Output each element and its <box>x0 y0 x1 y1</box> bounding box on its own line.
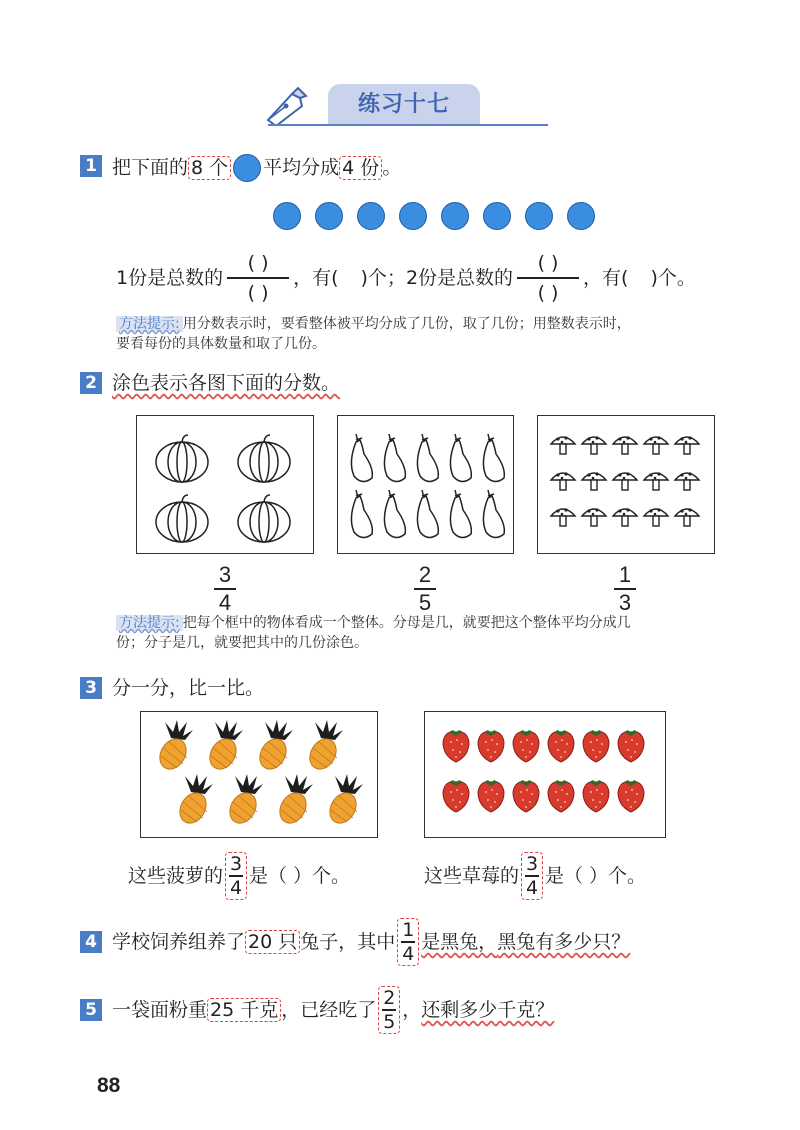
q5-text-a: 一袋面粉重 <box>112 999 208 1021</box>
q5-question: 还剩多少千克？ <box>421 999 555 1021</box>
q1-prompt <box>112 154 401 182</box>
numerator: 3 <box>218 562 232 587</box>
q1-text-a: 把下面的 <box>112 156 189 179</box>
eggplant-icon <box>417 434 438 482</box>
strawberry-icon <box>618 780 644 812</box>
mushroom-group <box>538 416 714 553</box>
q3-right-answer <box>424 852 646 900</box>
circle-icon <box>525 202 553 230</box>
blank-fraction-2[interactable] <box>517 250 579 306</box>
strawberry-icon <box>583 730 609 762</box>
numerator: 2 <box>418 562 432 587</box>
hint-text-2: 要看每份的具体数量和取了几份。 <box>116 336 326 352</box>
question-number-1: 1 <box>80 155 102 177</box>
q2-prompt: 涂色表示各图下面的分数。 <box>112 372 341 394</box>
circle-row <box>273 202 595 230</box>
strawberry-icon <box>513 780 539 812</box>
mushroom-row-3 <box>551 508 699 526</box>
eggplant-icon <box>384 434 405 482</box>
pineapple-frame[interactable] <box>140 711 378 838</box>
circle-icon <box>315 202 343 230</box>
pumpkin-icon <box>238 495 290 542</box>
q3-prompt: 分一分，比一比。 <box>112 677 265 699</box>
numerator: 1 <box>402 919 415 941</box>
eggplant-group <box>338 416 513 553</box>
strawberry-icon <box>618 730 644 762</box>
hint-tag: 方法提示: <box>116 615 183 631</box>
strawberry-icon <box>478 780 504 812</box>
circle-icon <box>399 202 427 230</box>
q1-line2-c: )个； <box>360 267 406 289</box>
blue-circle-icon <box>233 154 261 182</box>
q1-line2-f: )个。 <box>650 267 696 289</box>
hint-tag: 方法提示: <box>116 316 183 332</box>
q5-fraction <box>378 986 400 1034</box>
q3-left-answer <box>128 852 350 900</box>
mushroom-row-1 <box>551 436 699 454</box>
strawberry-icon <box>513 730 539 762</box>
eggplant-icon <box>483 434 504 482</box>
pineapple-icon <box>305 720 343 774</box>
numerator: 3 <box>525 853 539 875</box>
pumpkin-icon <box>156 495 208 542</box>
eggplant-icon <box>351 490 372 538</box>
q1-line2-d: 2份是总数的 <box>405 267 514 289</box>
q3-left-text-a: 这些菠萝的 <box>128 865 224 887</box>
pineapple-group <box>141 712 377 837</box>
strawberry-group <box>425 712 665 837</box>
exercise-title: 练习十七 <box>328 84 480 124</box>
q2-hint <box>116 613 736 653</box>
fraction-one-third <box>614 563 636 615</box>
pineapple-icon <box>155 720 193 774</box>
title-underline <box>268 124 548 126</box>
q1-hint <box>116 314 736 354</box>
pumpkin-icon <box>156 435 208 482</box>
mushroom-row-2 <box>551 472 699 490</box>
blank-numerator[interactable]: ( ) <box>247 252 269 274</box>
q5-weight-box: 25 千克 <box>207 998 281 1022</box>
q3-right-text-a: 这些草莓的 <box>424 865 520 887</box>
eggplant-icon <box>351 434 372 482</box>
q3-right-fraction <box>521 852 543 900</box>
pumpkin-group <box>137 416 313 553</box>
denominator: 4 <box>525 877 539 899</box>
denominator: 4 <box>402 943 415 965</box>
numerator: 3 <box>229 853 243 875</box>
strawberry-icon <box>583 780 609 812</box>
q1-line2-e: ，有( <box>583 267 629 289</box>
q3-left-text-b[interactable]: 是（ ）个。 <box>249 865 351 887</box>
denominator: 3 <box>618 590 632 615</box>
numerator: 1 <box>618 562 632 587</box>
denominator: 5 <box>418 590 432 615</box>
q1-text-end: 。 <box>382 156 402 179</box>
hint-text-2: 份；分子是几，就要把其中的几份涂色。 <box>116 635 368 651</box>
q1-line2-a: 1份是总数的 <box>116 267 224 289</box>
strawberry-icon <box>548 780 574 812</box>
pineapple-icon <box>205 720 243 774</box>
circle-icon <box>567 202 595 230</box>
circle-icon <box>441 202 469 230</box>
q1-parts-box: 4 份 <box>339 156 382 180</box>
eggplant-icon <box>417 490 438 538</box>
q4-prompt <box>112 918 630 966</box>
fraction-two-fifths <box>414 563 436 615</box>
q4-text-b: 兔子，其中 <box>300 931 396 953</box>
eggplant-frame[interactable] <box>337 415 514 554</box>
pineapple-icon <box>275 774 313 828</box>
blank-fraction-1[interactable] <box>227 250 289 306</box>
hint-text: 用分数表示时，要看整体被平均分成了几份，取了几份；用整数表示时， <box>182 316 631 332</box>
fraction-three-quarters <box>214 563 236 615</box>
q1-count-box: 8 个 <box>188 156 231 180</box>
eggplant-icon <box>384 490 405 538</box>
strawberry-icon <box>443 730 469 762</box>
q3-right-text-b[interactable]: 是（ ）个。 <box>545 865 647 887</box>
q4-count-box: 20 只 <box>245 930 300 954</box>
blank-numerator[interactable]: ( ) <box>537 252 559 274</box>
q1-answer-line <box>116 250 696 306</box>
pineapple-icon <box>225 774 263 828</box>
q4-fraction <box>397 918 419 966</box>
pineapple-icon <box>325 774 363 828</box>
question-number-3: 3 <box>80 677 102 699</box>
eggplant-icon <box>450 490 471 538</box>
q5-text-b: ，已经吃了 <box>281 999 377 1021</box>
hint-text: 把每个框中的物体看成一个整体。分母是几，就要把这个整体平均分成几 <box>182 615 631 631</box>
denominator: 4 <box>218 590 232 615</box>
blank-denominator[interactable]: ( ) <box>247 282 269 304</box>
q4-text-a: 学校饲养组养了 <box>112 931 246 953</box>
question-number-5: 5 <box>80 999 102 1021</box>
numerator: 2 <box>383 987 396 1009</box>
q3-left-fraction <box>225 852 247 900</box>
q1-line2-b: ，有( <box>293 267 339 289</box>
strawberry-frame[interactable] <box>424 711 666 838</box>
eggplant-icon <box>450 434 471 482</box>
eggplant-icon <box>483 490 504 538</box>
q1-text-b: 平均分成 <box>263 156 340 179</box>
pineapple-icon <box>255 720 293 774</box>
circle-icon <box>483 202 511 230</box>
pumpkin-icon <box>238 435 290 482</box>
q5-text-c: ， <box>402 999 422 1021</box>
page-number: 88 <box>97 1074 121 1097</box>
strawberry-icon <box>548 730 574 762</box>
q4-text-c: 是黑兔， <box>421 931 498 953</box>
mushroom-frame[interactable] <box>537 415 715 554</box>
pumpkin-frame[interactable] <box>136 415 314 554</box>
q4-question: 黑兔有多少只？ <box>497 931 631 953</box>
strawberry-icon <box>478 730 504 762</box>
circle-icon <box>357 202 385 230</box>
q5-prompt <box>112 986 554 1034</box>
question-number-4: 4 <box>80 931 102 953</box>
question-number-2: 2 <box>80 372 102 394</box>
blank-denominator[interactable]: ( ) <box>537 282 559 304</box>
circle-icon <box>273 202 301 230</box>
denominator: 4 <box>229 877 243 899</box>
denominator: 5 <box>383 1011 396 1033</box>
pen-nib-icon <box>262 86 308 126</box>
strawberry-icon <box>443 780 469 812</box>
pineapple-icon <box>175 774 213 828</box>
